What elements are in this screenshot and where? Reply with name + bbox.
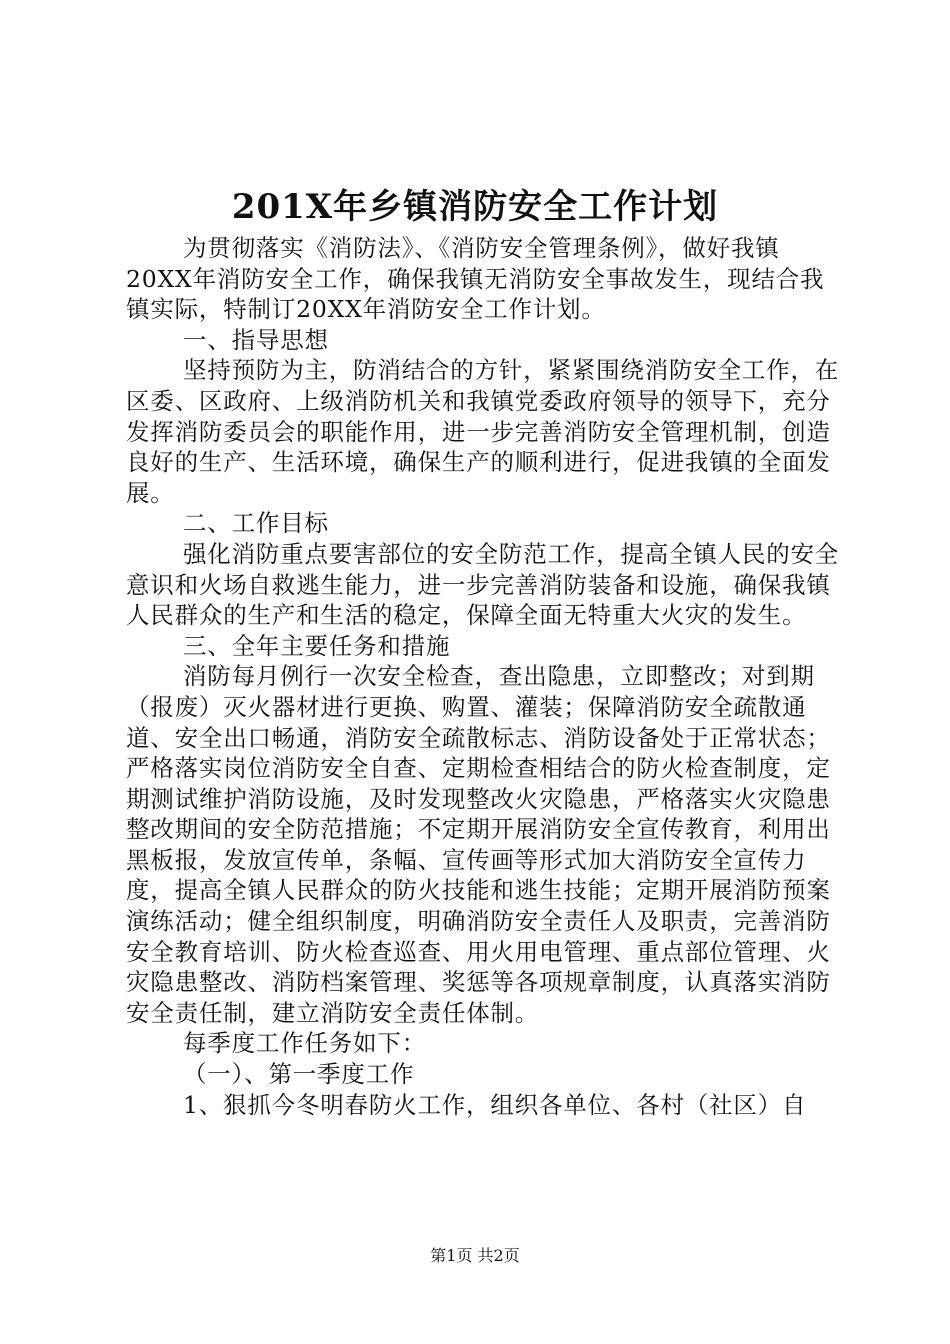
quarterly-tasks-intro: 每季度工作任务如下： [183, 1029, 426, 1058]
first-quarter-item-1: 1、狠抓今冬明春防火工作，组织各单位、各村（社区）自 [183, 1090, 807, 1119]
main-tasks-paragraph: 消防每月例行一次安全检查，查出隐患，立即整改；对到期（报废）灭火器材进行更换、购置、灌装；保障消防安全疏散通道、安全出口畅通，消防安全疏散标志、消防设备处于正常状态；严格落实岗位消防安全自查、定期检查相结合的防火检查制度，定期测试维护消防设施，及时发现整改火灾隐患，严格落实火灾隐患整改期间的安全防范措施；不定期开展消防安全宣传教育，利用出黑板报，发放宣传单，条幅、宣传画等形式加大消防安全宣传力度，提高全镇人民群众的防火技能和逃生技能；定期开展消防预案演练活动；健全组织制度，明确消防安全责任人及职责，完善消防安全教育培训、防火检查巡查、用火用电管理、重点部位管理、火灾隐患整改、消防档案管理、奖惩等各项规章制度，认真落实消防安全责任制，建立消防安全责任体制。 [126, 662, 831, 1027]
intro-paragraph: 为贯彻落实《消防法》、《消防安全管理条例》，做好我镇20XX年消防安全工作，确保我镇无消防安全事故发生，现结合我镇实际，特制订20XX年消防安全工作计划。 [126, 234, 825, 324]
document-title: 201X年乡镇消防安全工作计划 [231, 187, 719, 227]
section-heading-work-goals: 二、工作目标 [183, 509, 329, 538]
subsection-heading-first-quarter: （一）、第一季度工作 [183, 1060, 415, 1089]
section-heading-guiding-ideology: 一、指导思想 [183, 325, 329, 354]
page-number-footer: 第1页 共2页 [430, 1246, 520, 1265]
section-heading-main-tasks: 三、全年主要任务和措施 [183, 631, 451, 660]
work-goals-paragraph: 强化消防重点要害部位的安全防范工作，提高全镇人民的安全意识和火场自救逃生能力，进一步完善消防装备和设施，确保我镇人民群众的生产和生活的稳定，保障全面无特重大火灾的发生。 [126, 539, 840, 630]
guiding-ideology-paragraph: 坚持预防为主，防消结合的方针，紧紧围绕消防安全工作，在区委、区政府、上级消防机关和我镇党委政府领导的领导下，充分发挥消防委员会的职能作用，进一步完善消防安全管理机制，创造良好的生产、生活环境，确保生产的顺利进行，促进我镇的全面发展。 [126, 356, 840, 507]
document-body [126, 233, 842, 1120]
